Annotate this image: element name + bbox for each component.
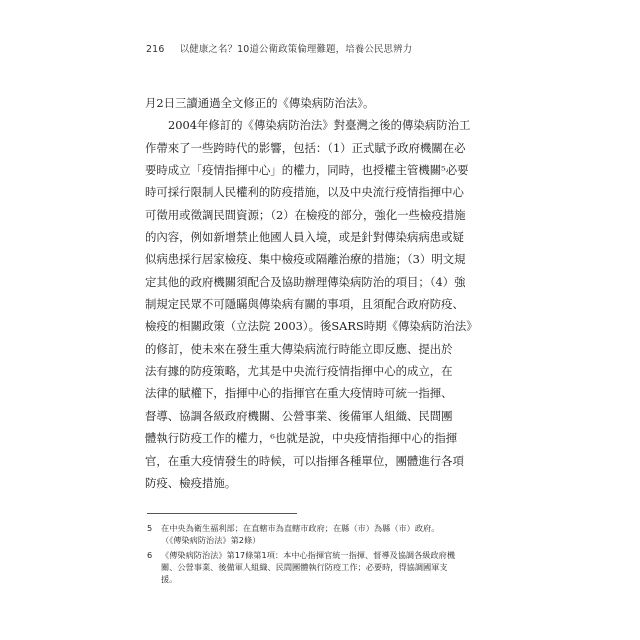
- text-line: 督導、協調各級政府機關、公營事業、後備軍人組織、民間團: [145, 408, 453, 423]
- footnote-number: 5: [147, 523, 153, 533]
- text-line: 檢疫的相關政策（立法院 2003）。後SARS時期《傳染病防治法》: [145, 319, 478, 334]
- running-head: [146, 41, 412, 55]
- page-number: 216: [146, 44, 165, 55]
- footnote-5: [147, 522, 502, 547]
- text-line: 時可採行限制人民權利的防疫措施，以及中央流行疫情指揮中心: [145, 185, 464, 200]
- footnote-text: 援。: [161, 574, 178, 585]
- book-title: 以健康之名？10道公衛政策倫理難題，培養公民思辨力: [179, 44, 413, 55]
- text-line: 制規定民眾不可隱瞞與傳染病有關的事項，且須配合政府防疫、: [145, 297, 464, 312]
- footnotes: [147, 522, 502, 587]
- text-line: 定其他的政府機關須配合及協助辦理傳染病防治的項目；（4）強: [145, 274, 466, 289]
- text-line: 作帶來了一些跨時代的影響，包括：（1）正式賦予政府機關在必: [145, 140, 466, 155]
- footnote-text: 在中央為衛生福利部；在直轄市為直轄市政府；在縣（市）為縣（市）政府。: [161, 523, 440, 533]
- text-line: 防疫、檢疫措施。: [145, 475, 237, 490]
- text-line: 的修訂，使未來在發生重大傳染病流行時能立即反應、提出於: [145, 341, 453, 356]
- footnote-text: 關、公營事業、後備軍人組織、民間團體執行防疫工作；必要時，得協調國軍支: [161, 561, 448, 572]
- footnote-divider: [147, 513, 297, 514]
- text-line: 法律的賦權下，指揮中心的指揮官在重大疫情時可統一指揮、: [145, 386, 453, 401]
- body-text: [145, 92, 500, 494]
- text-line: 要時成立「疫情指揮中心」的權力，同時，也授權主管機關⁵必要: [145, 163, 469, 178]
- footnote-text: 《傳染病防治法》第17條第1項：本中心指揮官統一指揮、督導及協調各級政府機: [161, 549, 456, 560]
- text-line: 法有據的防疫策略，尤其是中央流行疫情指揮中心的成立，在: [145, 364, 453, 379]
- footnote-text: （《傳染病防治法》第2條）: [161, 535, 261, 546]
- text-line: 似病患採行居家檢疫、集中檢疫或隔離治療的措施；（3）明文規: [145, 252, 466, 267]
- text-line: 的內容，例如新增禁止他國人員入境，或是針對傳染病病患或疑: [145, 230, 464, 245]
- text-line: 官，在重大疫情發生的時候，可以指揮各種單位，團體進行各項: [145, 453, 464, 468]
- text-line: 2004年修訂的《傳染病防治法》對臺灣之後的傳染病防治工: [168, 118, 471, 133]
- footnote-number: 6: [147, 549, 153, 560]
- footnote-6: [147, 549, 502, 586]
- text-line: 可徵用或徵調民間資源；（2）在檢疫的部分，強化一些檢疫措施: [145, 207, 466, 222]
- text-line: 體執行防疫工作的權力，⁶也就是說，中央疫情指揮中心的指揮: [145, 431, 458, 446]
- text-line: 月2日三讀通過全文修正的《傳染病防治法》。: [145, 96, 375, 110]
